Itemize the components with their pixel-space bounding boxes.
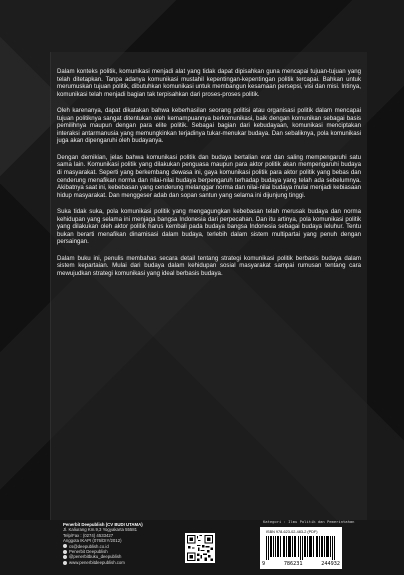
publisher-name: Penerbit Deepublish (CV BUDI UTAMA) xyxy=(63,522,143,527)
back-cover-blurb xyxy=(57,68,361,287)
barcode-group-left: 786231 xyxy=(283,561,303,567)
facebook-icon xyxy=(63,550,67,554)
paragraph: Dalam konteks politik, komunikasi menjadi alat yang tidak dapat dipisahkan guna mencapai tujuan-tujuan yang telah ditetapkan. Tanpa adanya komunikasi mustahil kepentingan-kepentingan politik tercapai. Bahkan untuk merumuskan tujuan politik, dibutuhkan komunikasi untuk membangun kesamaan persepsi, visi dan misi. Intinya, komunikasi telah menjadi bagian tak terpisahkan dari proses-proses politik. xyxy=(57,68,361,98)
paragraph: Suka tidak suka, pola komunikasi politik yang mengagungkan kebebasan telah merusak budaya dan norma kehidupan yang selama ini menjaga bangsa Indonesia dari perpecahan. Dan itu artinya, pola komunikasi politik yang dilakukan oleh aktor politik harus kembali pada budaya bangsa Indonesia sebagai budaya leluhur. Tentu bukan berarti menafikan dinamisasi dalam budaya, terlebih dalam sistem multipartai yang penuh dengan persaingan. xyxy=(57,208,361,246)
isbn-label: ISBN 978-623-02-483-2 (PDF) xyxy=(266,530,318,534)
barcode-numbers xyxy=(262,561,340,567)
paragraph: Dengan demikian, jelas bahwa komunikasi politik dan budaya bertalian erat dan saling mempengaruhi satu sama lain. Komunikasi politik yang dilakukan penguasa maupun para aktor politik akan mempengaruhi budaya di masyarakat. Seperti yang berkembang dewasa ini, gaya komunikasi politik para aktor politik yang bebas dan cenderung menafikan norma dan nilai-nilai budaya berpengaruh terhadap budaya yang telah ada sebelumnya. Akibatnya saat ini, kebebasan yang cenderung melanggar norma dan nilai-nilai budaya mulai menjadi kebiasaan hidup masyarakat. Dan menggeser adab dan sopan santun yang selama ini dijunjung tinggi. xyxy=(57,153,361,199)
book-category: Kategori : Ilmu Politik dan Pemerintahan xyxy=(263,519,355,524)
publisher-facebook[interactable]: Penerbit Deepublish xyxy=(69,549,108,555)
publisher-instagram[interactable]: @penerbitbuku_deepublish xyxy=(69,554,122,560)
publisher-ikapi: Anggota IKAPI (076/DIY/2012) xyxy=(63,538,122,544)
publisher-info xyxy=(63,522,173,565)
paragraph: Dalam buku ini, penulis membahas secara detail tentang strategi komunikasi politik berbasis budaya dalam sistem kepartaian. Mulai dari budaya dalam kehidupan sosial masyarakat sampai rumusan tentang cara mewujudkan strategi komunikasi yang ideal berbasis budaya. xyxy=(57,254,361,278)
barcode-group-right: 244932 xyxy=(321,561,340,567)
publisher-email[interactable]: cs@deepublish.co.id xyxy=(69,543,109,549)
website-row xyxy=(63,560,173,565)
publisher-website[interactable]: www.penerbitdeepublish.com xyxy=(69,559,125,565)
globe-icon xyxy=(63,561,67,565)
instagram-icon xyxy=(63,555,67,559)
email-icon xyxy=(63,544,67,548)
barcode-bars xyxy=(266,536,336,560)
qr-code xyxy=(185,533,215,563)
paragraph: Oleh karenanya, dapat dikatakan bahwa keberhasilan seorang politisi atau organisasi politik dalam mencapai tujuan politiknya sangat ditentukan oleh kemampuannya berkomunikasi, baik dengan komunikan sebagai basis pemilihnya maupun dengan para elite politik. Sebagai bagian dari kebudayaan, komunikasi menciptakan interaksi antarmanusia yang memungkinkan terjadinya tukar-menukar budaya. Dan sebaliknya, pola komunikasi juga akan dipengaruhi oleh budayanya. xyxy=(57,107,361,145)
barcode-digit-lead: 9 xyxy=(262,561,266,567)
publisher-address: Jl. Kaliurang Km.9,3 Yogyakarta 55581 xyxy=(63,527,138,533)
isbn-barcode xyxy=(260,527,342,569)
publisher-phone: Telp/Fax : (0274) 4533427 xyxy=(63,532,114,538)
